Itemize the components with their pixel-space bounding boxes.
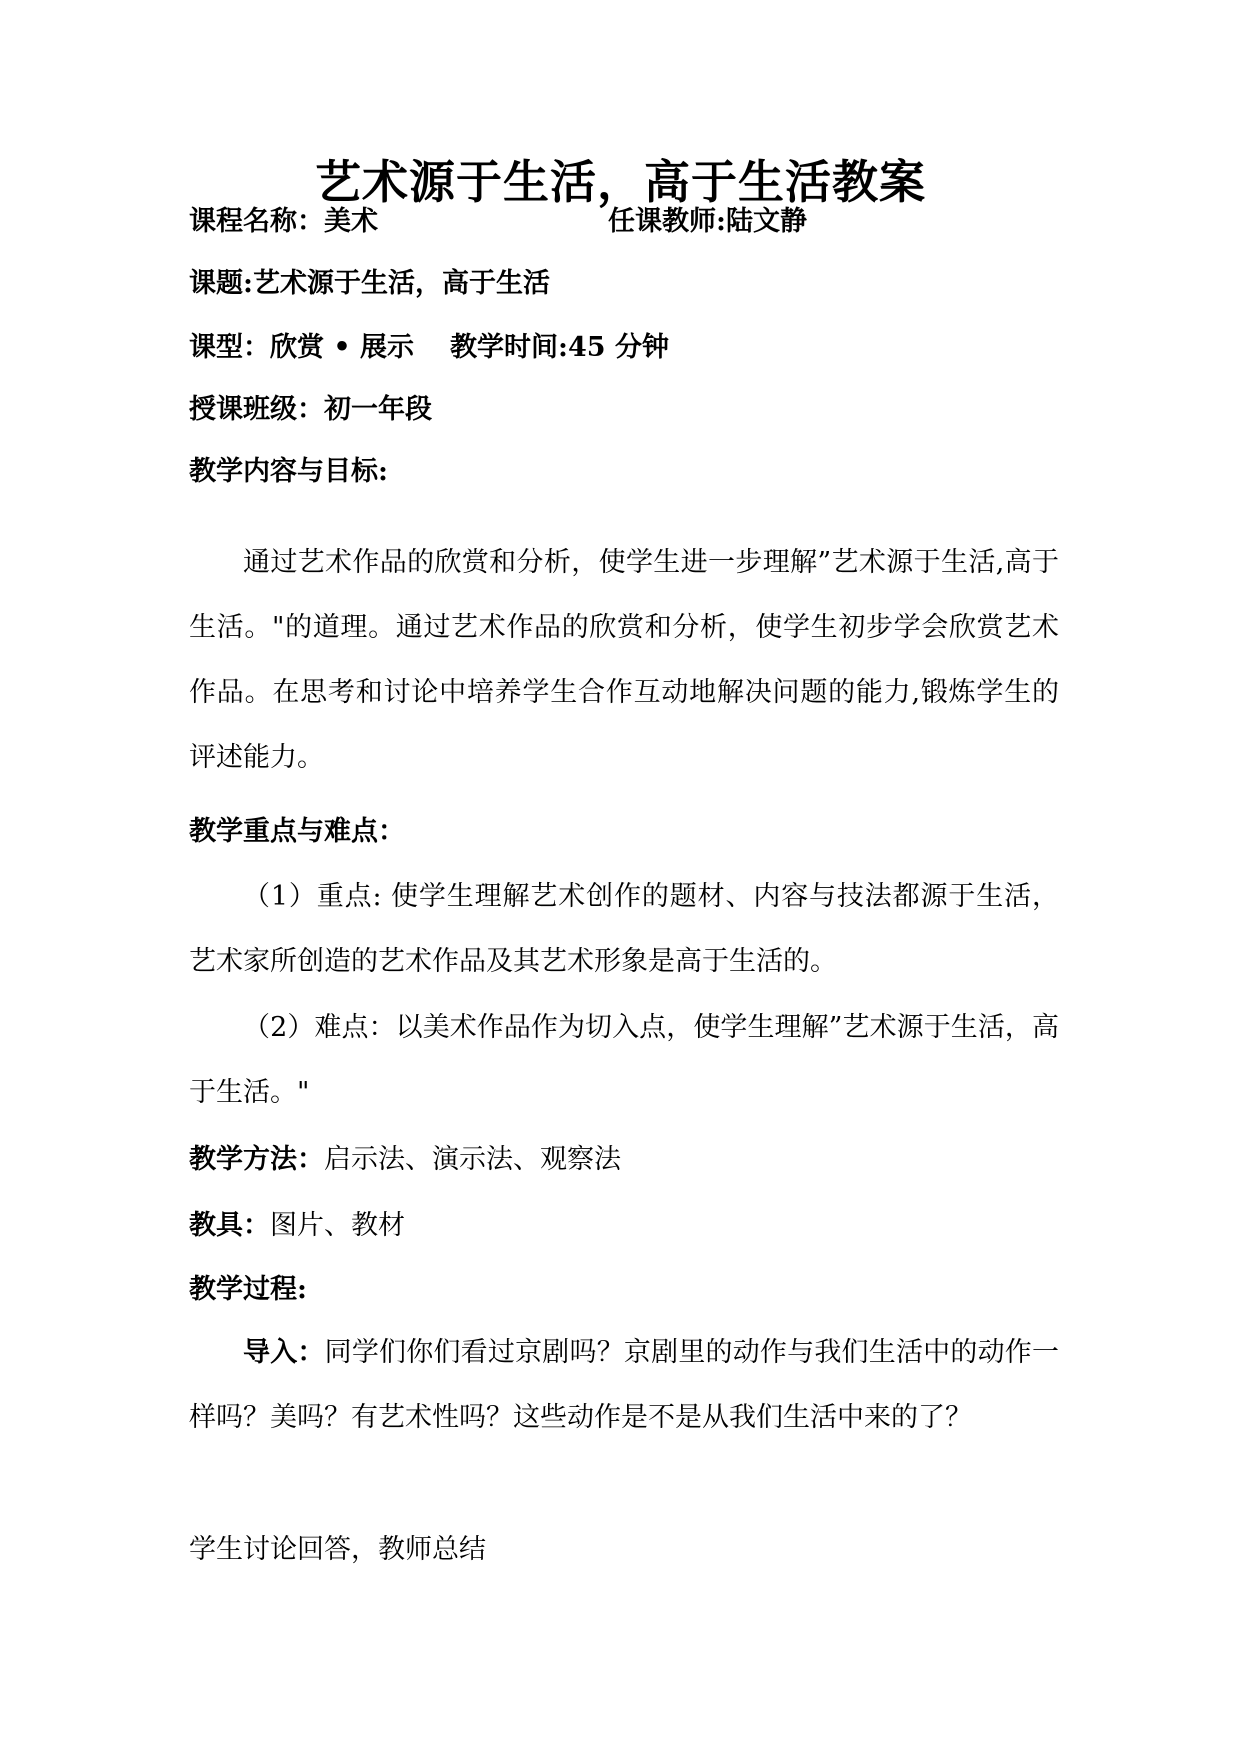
method-line	[189, 1140, 621, 1180]
teacher-label: 任课教师:	[608, 206, 726, 237]
type-line	[189, 328, 414, 368]
process-heading: 教学过程:	[189, 1274, 307, 1305]
class-label: 授课班级：	[189, 394, 324, 425]
intro-paragraph	[189, 1320, 1059, 1450]
class-value: 初一年段	[324, 394, 432, 425]
topic-value: 艺术源于生活，高于生活	[252, 268, 550, 299]
method-label: 教学方法：	[189, 1144, 324, 1175]
time-value: 45 分钟	[567, 332, 669, 363]
key-difficult-heading: 教学重点与难点：	[189, 816, 405, 847]
teacher-line	[608, 202, 807, 242]
document-title: 艺术源于生活，高于生活教案	[315, 155, 926, 209]
tools-value: 图片、教材	[270, 1210, 405, 1241]
course-name-line	[189, 202, 378, 242]
time-line	[450, 328, 669, 368]
method-value: 启示法、演示法、观察法	[324, 1144, 621, 1175]
intro-text: 同学们你们看过京剧吗？京剧里的动作与我们生活中的动作一样吗？美吗？有艺术性吗？这些动作是不是从我们生活中来的了？	[189, 1337, 1060, 1433]
topic-label: 课题:	[189, 268, 253, 299]
content-paragraph: 通过艺术作品的欣赏和分析，使学生进一步理解”艺术源于生活,高于生活。"的道理。通过艺术作品的欣赏和分析，使学生初步学会欣赏艺术作品。在思考和讨论中培养学生合作互动地解决问题的能力,锻炼学生的评述能力。	[189, 547, 1059, 773]
summary-line: 学生讨论回答，教师总结	[189, 1534, 486, 1565]
key-point-paragraph: （1）重点: 使学生理解艺术创作的题材、内容与技法都源于生活，艺术家所创造的艺术作品及其艺术形象是高于生活的。	[189, 881, 1059, 977]
tools-line	[189, 1206, 405, 1246]
difficult-point-paragraph: （2）难点：以美术作品作为切入点，使学生理解”艺术源于生活，高于生活。"	[189, 1012, 1059, 1108]
time-label: 教学时间:	[450, 332, 568, 363]
type-value: 欣赏 • 展示	[270, 332, 415, 363]
teacher-value: 陆文静	[725, 206, 807, 237]
class-line	[189, 390, 432, 430]
intro-label: 导入：	[243, 1337, 325, 1368]
course-name-label: 课程名称：	[189, 206, 324, 237]
tools-label: 教具：	[189, 1210, 270, 1241]
topic-line	[189, 264, 550, 304]
course-name-value: 美术	[324, 206, 378, 237]
content-heading: 教学内容与目标:	[189, 456, 388, 487]
type-label: 课型：	[189, 332, 270, 363]
